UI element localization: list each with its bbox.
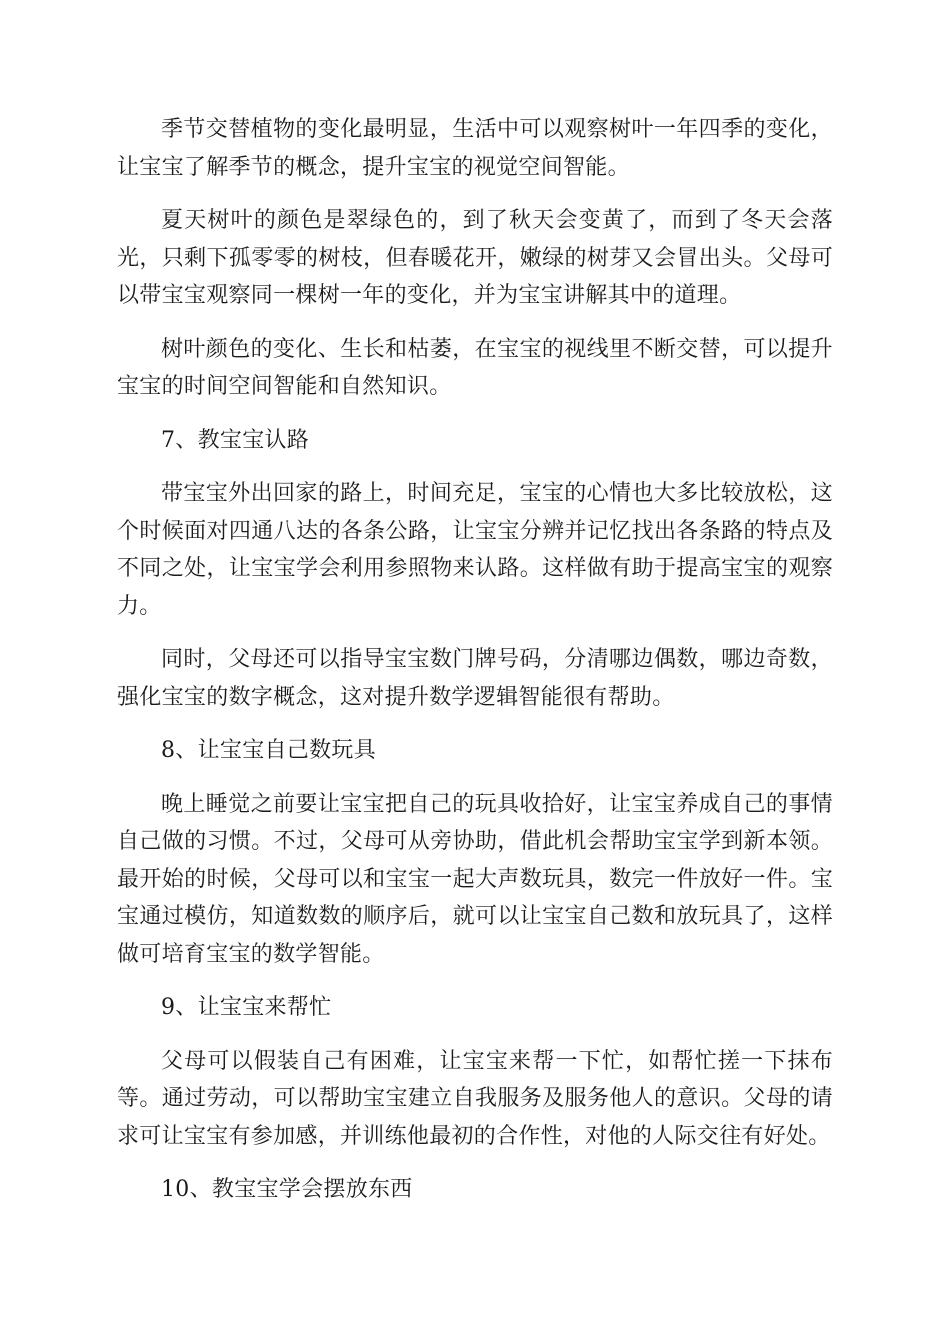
paragraph-help-out: 父母可以假装自己有困难，让宝宝来帮一下忙，如帮忙搓一下抹布等。通过劳动，可以帮助宝宝建立自我服务及服务他人的意识。父母的请求可让宝宝有参加感，并训练他最初的合作性，对他的人际交往有好处。 — [117, 1048, 833, 1149]
document-page — [117, 111, 833, 1225]
section-heading-10: 10、教宝宝学会摆放东西 — [161, 1177, 413, 1202]
paragraph-tree-changes: 夏天树叶的颜色是翠绿色的，到了秋天会变黄了，而到了冬天会落光，只剩下孤零零的树枝，但春暖花开，嫩绿的树芽又会冒出头。父母可以带宝宝观察同一棵树一年的变化，并为宝宝讲解其中的道理。 — [117, 208, 833, 308]
section-heading-8: 8、让宝宝自己数玩具 — [161, 738, 376, 763]
paragraph-count-toys: 晚上睡觉之前要让宝宝把自己的玩具收拾好，让宝宝养成自己的事情自己做的习惯。不过，父母可从旁协助，借此机会帮助宝宝学到新本领。最开始的时候，父母可以和宝宝一起大声数玩具，数完一件放好一件。宝宝通过模仿，知道数数的顺序后，就可以让宝宝自己数和放玩具了，这样做可培育宝宝的数学智能。 — [117, 791, 833, 967]
section-heading-7: 7、教宝宝认路 — [161, 427, 310, 453]
paragraph-seasons-intro: 季节交替植物的变化最明显，生活中可以观察树叶一年四季的变化，让宝宝了解季节的概念，提升宝宝的视觉空间智能。 — [117, 117, 833, 180]
paragraph-leaf-colors: 树叶颜色的变化、生长和枯萎，在宝宝的视线里不断交替，可以提升宝宝的时间空间智能和自然知识。 — [117, 336, 833, 399]
paragraph-house-numbers: 同时，父母还可以指导宝宝数门牌号码，分清哪边偶数，哪边奇数，强化宝宝的数字概念，这对提升数学逻辑智能很有帮助。 — [117, 647, 833, 710]
paragraph-recognize-roads: 带宝宝外出回家的路上，时间充足，宝宝的心情也大多比较放松，这个时候面对四通八达的各条公路，让宝宝分辨并记忆找出各条路的特点及不同之处，让宝宝学会利用参照物来认路。这样做有助于提高宝宝的观察力。 — [117, 481, 833, 619]
section-heading-9: 9、让宝宝来帮忙 — [161, 995, 332, 1020]
